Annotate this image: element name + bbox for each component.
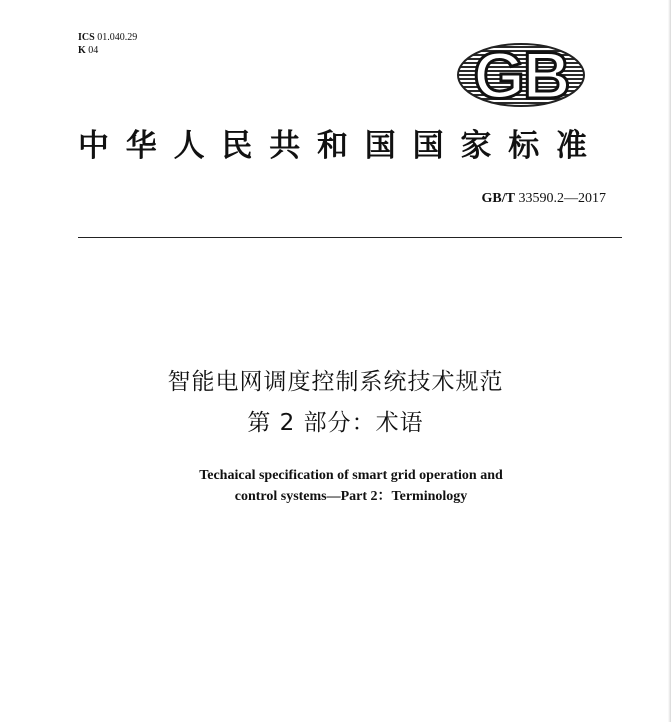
chinese-title-line-1: 智能电网调度控制系统技术规范 xyxy=(167,369,504,395)
ics-code: 01.040.29 xyxy=(97,32,138,43)
ics-code-line xyxy=(78,31,137,44)
chinese-title-line-2: 第 2 部分：术语 xyxy=(247,410,424,436)
english-title-line-2: control systems—Part 2：Terminology xyxy=(234,489,468,504)
standard-number xyxy=(482,191,606,207)
header-divider xyxy=(78,237,622,238)
national-standard-title: 中华人民共和国国家标准 xyxy=(78,128,604,164)
ccs-label: K xyxy=(78,45,86,56)
standard-number-value: 33590.2—2017 xyxy=(518,191,606,206)
ics-label: ICS xyxy=(78,32,95,43)
english-title-line-1: Techaical specification of smart grid operation and xyxy=(199,468,503,483)
ccs-code-line xyxy=(78,44,137,57)
ccs-code: 04 xyxy=(88,45,99,56)
standard-number-prefix: GB/T xyxy=(481,191,515,206)
classification-codes xyxy=(78,31,137,57)
gb-logo xyxy=(456,42,586,108)
gb-logo-lettering: GB xyxy=(473,42,569,108)
